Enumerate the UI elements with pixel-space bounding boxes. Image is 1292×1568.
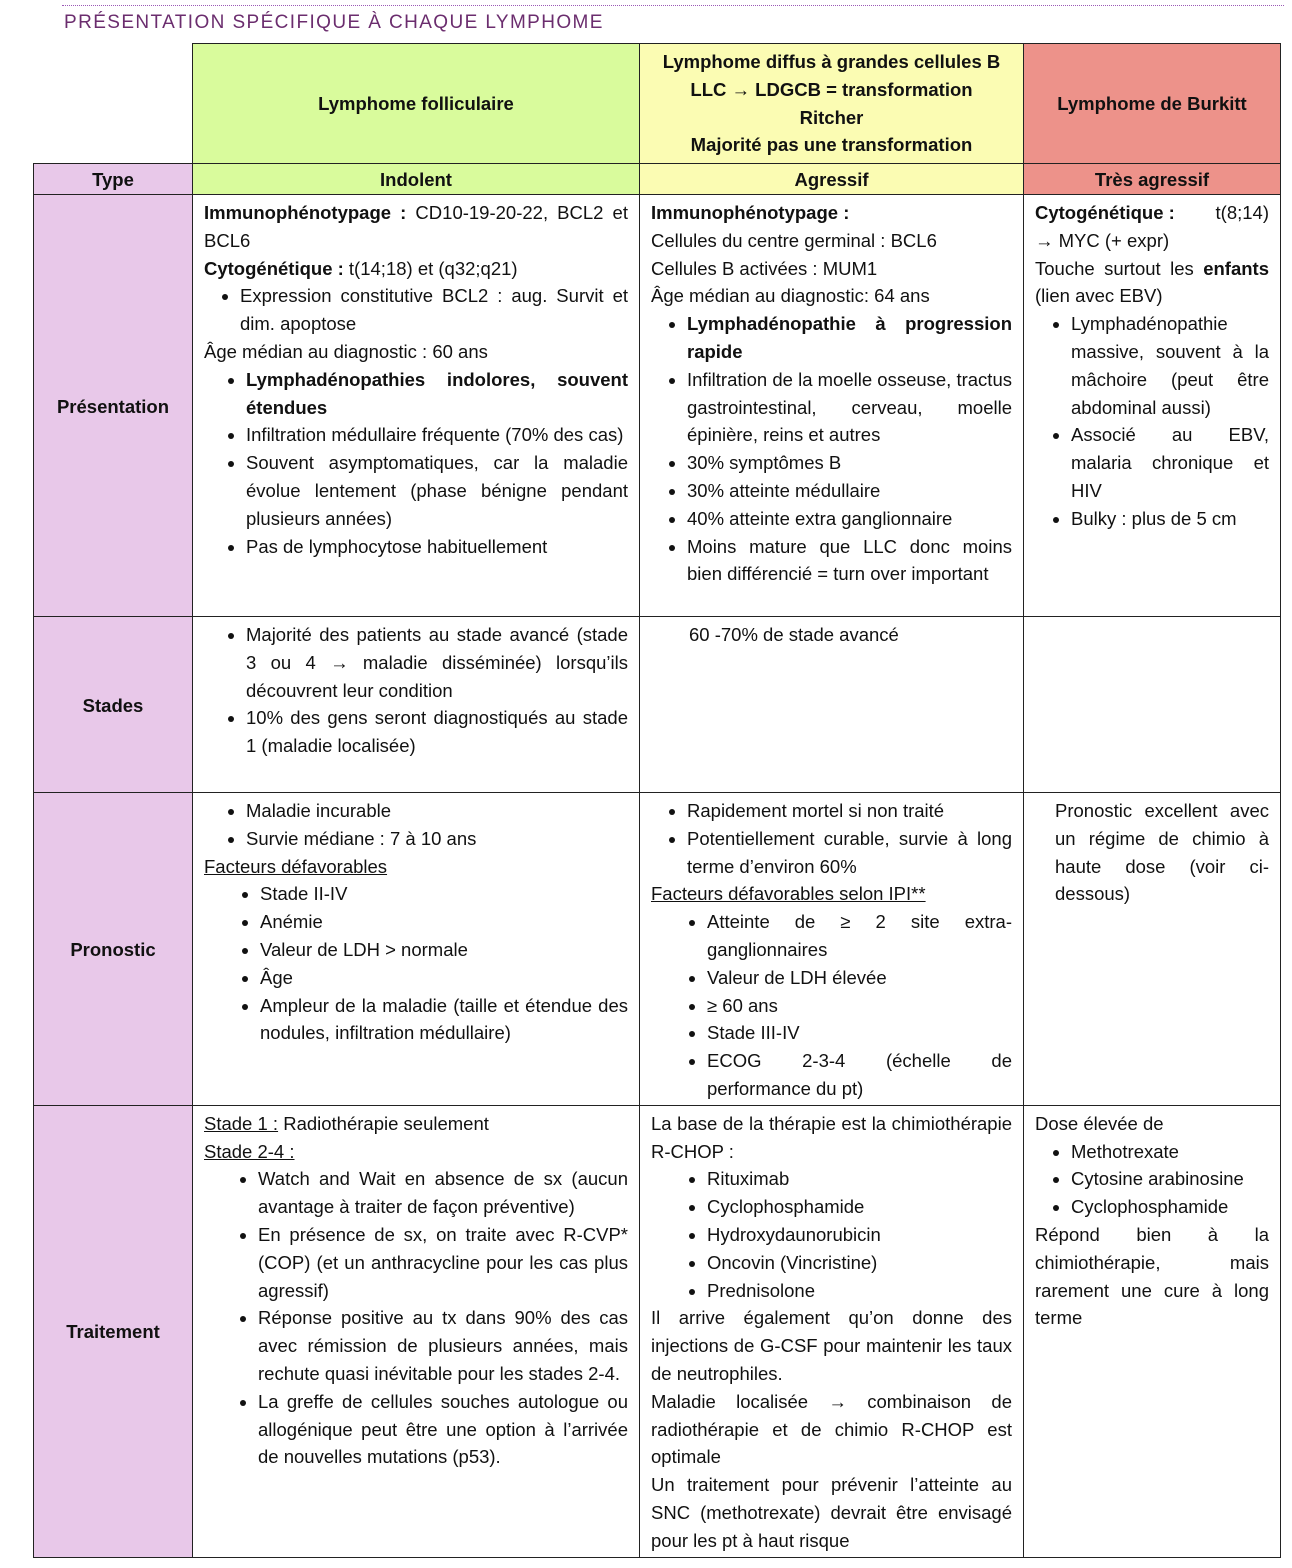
list-item: • Atteinte de ≥ 2 site extra-ganglionnaires xyxy=(707,908,1012,964)
header-dlbcl-line: Majorité pas une transformation xyxy=(690,134,973,156)
stades-follicular xyxy=(193,616,640,792)
cyto-bullets xyxy=(204,282,628,338)
list-item: • Rapidement mortel si non traité xyxy=(687,797,1012,825)
stade24-line: Stade 2-4 : xyxy=(204,1140,295,1162)
header-dlbcl-line: Ritcher xyxy=(799,106,864,128)
list-item: • 40% atteinte extra ganglionnaire xyxy=(687,505,1012,533)
list-item: • Survie médiane : 7 à 10 ans xyxy=(246,825,628,853)
presentation-bullets xyxy=(1035,310,1269,532)
list-item: • Cyclophosphamide xyxy=(707,1193,1012,1221)
traitement-intro: La base de la thérapie est la chimiothérapie R-CHOP : xyxy=(651,1112,1012,1162)
header-dlbcl-line: Lymphome diffus à grandes cellules B xyxy=(662,51,1001,72)
pronostic-bullets xyxy=(204,797,628,853)
list-item: • 30% symptômes B xyxy=(687,449,1012,477)
snc-text: Un traitement pour prévenir l’atteinte au SNC (methotrexate) devrait être envisagé pour les pt à haut risque xyxy=(651,1474,1012,1551)
list-item: • En présence de sx, on traite avec R-CVP*(COP) (et un anthracycline pour les cas plus agressif) xyxy=(258,1221,628,1304)
list-item: • ECOG 2-3-4 (échelle de performance du pt) xyxy=(707,1047,1012,1103)
traitement-burkitt xyxy=(1024,1105,1281,1557)
page-title: PRÉSENTATION SPÉCIFIQUE À CHAQUE LYMPHOME xyxy=(64,12,604,33)
list-item: • Lymphadénopathies indolores, souvent étendues xyxy=(246,366,628,422)
stades-bullets xyxy=(204,621,628,760)
cyto-line: Cytogénétique : t(14;18) et (q32;q21) xyxy=(204,257,518,279)
list-item: • Majorité des patients au stade avancé (stade 3 ou 4 → maladie disséminée) lorsqu’ils découvrent leur condition xyxy=(246,621,628,704)
presentation-burkitt xyxy=(1024,194,1281,616)
type-dlbcl: Agressif xyxy=(640,164,1024,195)
touche-line: Touche surtout les enfants (lien avec EBV) xyxy=(1035,257,1269,307)
traitement-bullets xyxy=(204,1165,628,1471)
pronostic-burkitt xyxy=(1024,792,1281,1105)
list-item: • 10% des gens seront diagnostiqués au stade 1 (maladie localisée) xyxy=(246,704,628,760)
localised-text: Maladie localisée → combinaison de radiothérapie et de chimio R-CHOP est optimale xyxy=(651,1390,1012,1468)
list-item: • Âge xyxy=(260,964,628,992)
list-item: • Methotrexate xyxy=(1071,1138,1269,1166)
stades-dlbcl-text: 60 -70% de stade avancé xyxy=(689,623,899,645)
list-item: • Souvent asymptomatiques, car la maladie évolue lentement (phase bénigne pendant plusieurs années) xyxy=(246,449,628,532)
traitement-dlbcl xyxy=(640,1105,1024,1557)
presentation-bullets xyxy=(651,310,1012,588)
cyto-line: Cytogénétique : t(8;14) xyxy=(1035,201,1269,223)
pronostic-burkitt-text: Pronostic excellent avec un régime de chimio à haute dose (voir ci-dessous) xyxy=(1055,799,1269,905)
list-item: • Stade III-IV xyxy=(707,1019,1012,1047)
type-burkitt: Très agressif xyxy=(1024,164,1281,195)
myc-line: → MYC (+ expr) xyxy=(1035,229,1170,251)
row-label-traitement: Traitement xyxy=(34,1105,193,1557)
row-label-stades: Stades xyxy=(34,616,193,792)
presentation-follicular xyxy=(193,194,640,616)
header-row xyxy=(34,44,1281,164)
pronostic-follicular xyxy=(193,792,640,1105)
list-item: • Stade II-IV xyxy=(260,880,628,908)
header-dlbcl xyxy=(640,44,1024,164)
list-item: • Pas de lymphocytose habituellement xyxy=(246,533,628,561)
text-line: Âge médian au diagnostic: 64 ans xyxy=(651,285,930,307)
age-line: Âge médian au diagnostic : 60 ans xyxy=(204,340,488,362)
stade1-line: Stade 1 : Radiothérapie seulement xyxy=(204,1112,489,1134)
text-line: Cellules du centre germinal : BCL6 xyxy=(651,229,937,251)
header-burkitt: Lymphome de Burkitt xyxy=(1024,44,1281,164)
immuno-line: Immunophénotypage : CD10-19-20-22, BCL2 et BCL6 xyxy=(204,201,628,251)
list-item: • La greffe de cellules souches autologue ou allogénique peut être une option à l’arrivée de nouvelles mutations (p53). xyxy=(258,1388,628,1471)
factors-title: Facteurs défavorables selon IPI** xyxy=(651,883,926,905)
list-item: • Expression constitutive BCL2 : aug. Survit et dim. apoptose xyxy=(240,282,628,338)
list-item: • Watch and Wait en absence de sx (aucun avantage à traiter de façon préventive) xyxy=(258,1165,628,1221)
list-item: • Cyclophosphamide xyxy=(1071,1193,1269,1221)
list-item: • ≥ 60 ans xyxy=(707,992,1012,1020)
stades-row xyxy=(34,616,1281,792)
list-item: • 30% atteinte médullaire xyxy=(687,477,1012,505)
stades-burkitt xyxy=(1024,616,1281,792)
list-item: • Cytosine arabinosine xyxy=(1071,1165,1269,1193)
presentation-dlbcl xyxy=(640,194,1024,616)
presentation-bullets xyxy=(204,366,628,561)
stades-dlbcl xyxy=(640,616,1024,792)
gcsf-text: Il arrive également qu’on donne des injections de G-CSF pour maintenir les taux de neutrophiles. xyxy=(651,1307,1012,1384)
list-item: • Bulky : plus de 5 cm xyxy=(1071,505,1269,533)
list-item: • Ampleur de la maladie (taille et étendue des nodules, infiltration médullaire) xyxy=(260,992,628,1048)
presentation-row xyxy=(34,194,1281,616)
list-item: • Lymphadénopathie à progression rapide xyxy=(687,310,1012,366)
list-item: • Hydroxydaunorubicin xyxy=(707,1221,1012,1249)
drug-list xyxy=(1035,1138,1269,1221)
list-item: • Infiltration de la moelle osseuse, tractus gastrointestinal, cerveau, moelle épinière, reins et autres xyxy=(687,366,1012,449)
list-item: • Lymphadénopathie massive, souvent à la mâchoire (peut être abdominal aussi) xyxy=(1071,310,1269,421)
pronostic-row xyxy=(34,792,1281,1105)
list-item: • Associé au EBV, malaria chronique et HIV xyxy=(1071,421,1269,504)
row-label-pronostic: Pronostic xyxy=(34,792,193,1105)
list-item: • Réponse positive au tx dans 90% des cas avec rémission de plusieurs années, mais rechute quasi inévitable pour les stades 2-4. xyxy=(258,1304,628,1387)
type-follicular: Indolent xyxy=(193,164,640,195)
header-dlbcl-line: LLC → LDGCB = transformation xyxy=(690,78,973,100)
list-item: • Prednisolone xyxy=(707,1277,1012,1305)
traitement-follicular xyxy=(193,1105,640,1557)
drug-list xyxy=(651,1165,1012,1304)
pronostic-dlbcl xyxy=(640,792,1024,1105)
list-item: • Infiltration médullaire fréquente (70% des cas) xyxy=(246,421,628,449)
list-item: • Oncovin (Vincristine) xyxy=(707,1249,1012,1277)
factors-title: Facteurs défavorables xyxy=(204,855,388,877)
lymphoma-comparison-table xyxy=(33,43,1281,1558)
type-row xyxy=(34,164,1281,195)
header-follicular: Lymphome folliculaire xyxy=(193,44,640,164)
list-item: • Valeur de LDH > normale xyxy=(260,936,628,964)
list-item: • Anémie xyxy=(260,908,628,936)
traitement-intro: Dose élevée de xyxy=(1035,1112,1164,1134)
list-item: • Potentiellement curable, survie à long terme d’environ 60% xyxy=(687,825,1012,881)
list-item: • Moins mature que LLC donc moins bien différencié = turn over important xyxy=(687,533,1012,589)
traitement-row xyxy=(34,1105,1281,1557)
row-label-presentation: Présentation xyxy=(34,194,193,616)
pronostic-bullets xyxy=(651,797,1012,880)
list-item: • Rituximab xyxy=(707,1165,1012,1193)
traitement-outro: Répond bien à la chimiothérapie, mais rarement une cure à long terme xyxy=(1035,1223,1269,1329)
text-line: Cellules B activées : MUM1 xyxy=(651,257,878,279)
header-empty-cell xyxy=(34,44,193,164)
top-dotted-rule xyxy=(62,5,1284,6)
factors-list xyxy=(204,880,628,1047)
factors-list xyxy=(651,908,1012,1103)
immuno-line: Immunophénotypage : xyxy=(651,201,850,223)
list-item: • Valeur de LDH élevée xyxy=(707,964,1012,992)
list-item: • Maladie incurable xyxy=(246,797,628,825)
row-label-type: Type xyxy=(34,164,193,195)
